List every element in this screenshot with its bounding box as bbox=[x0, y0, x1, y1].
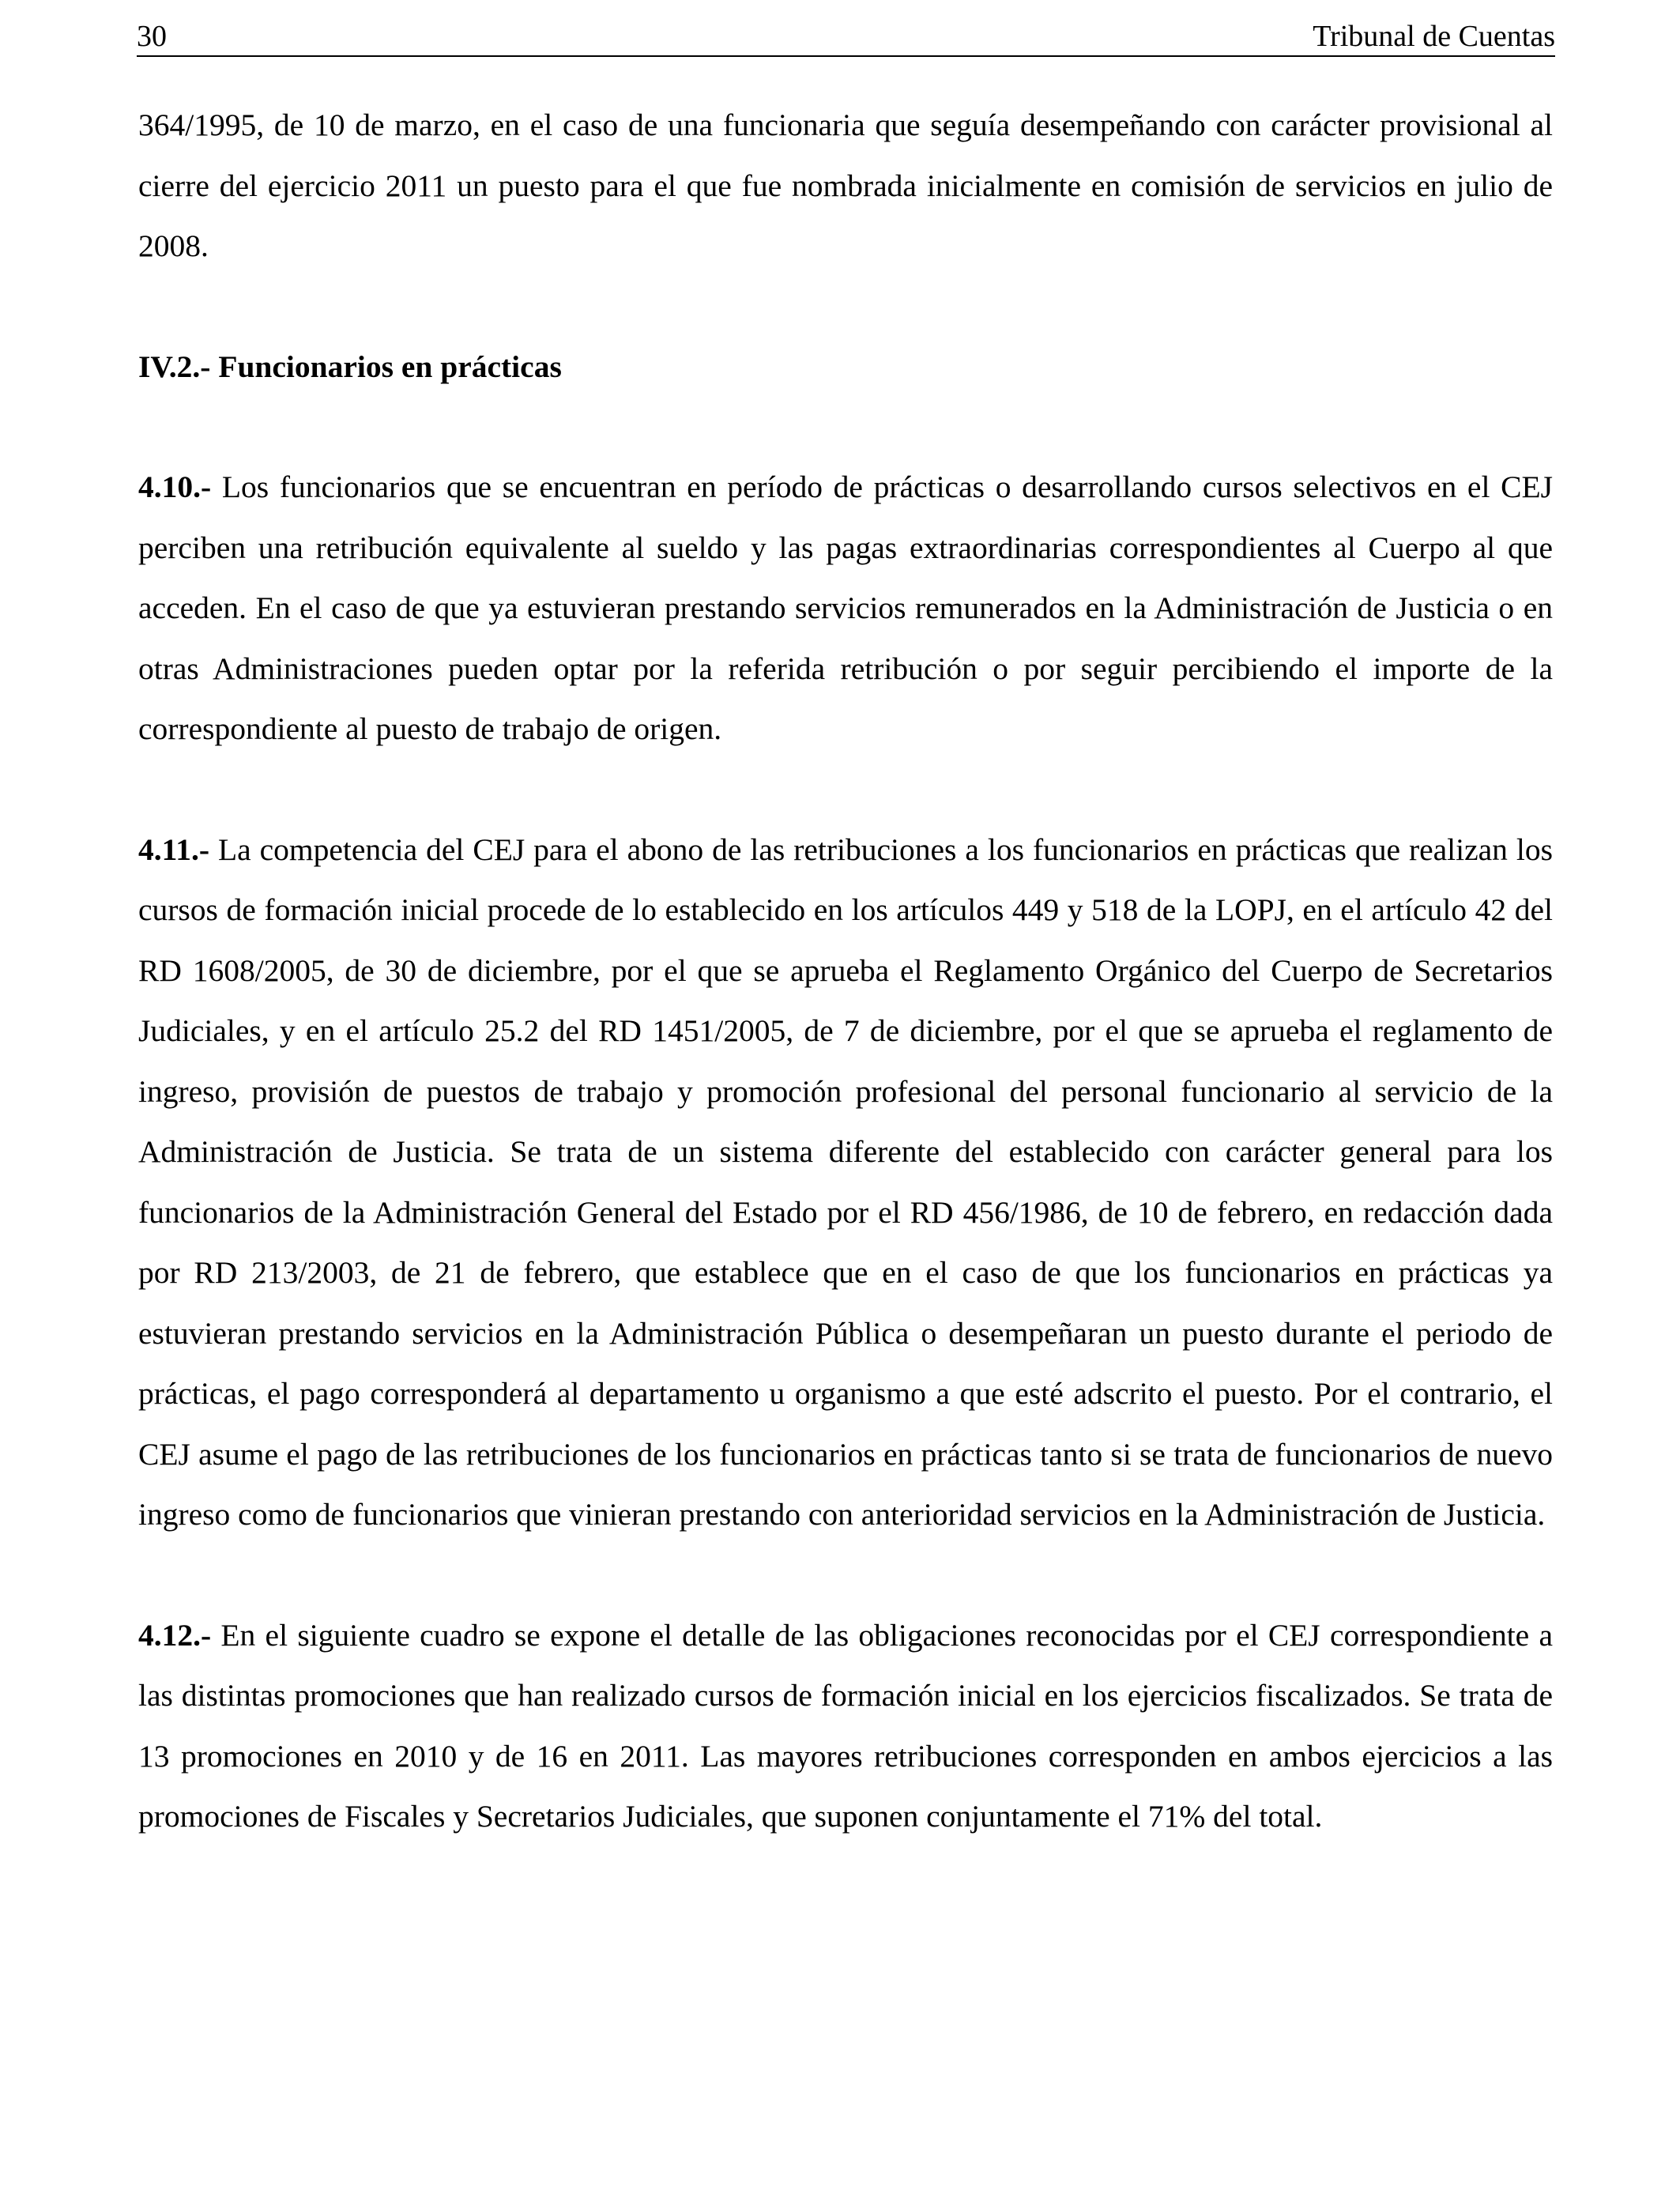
page-header bbox=[137, 17, 1555, 57]
page-number: 30 bbox=[137, 20, 167, 53]
paragraph-4-10 bbox=[138, 457, 1553, 760]
paragraph-number: 4.11.- bbox=[138, 831, 209, 867]
paragraph-number: 4.12.- bbox=[138, 1617, 212, 1653]
paragraph-4-12 bbox=[138, 1605, 1553, 1847]
section-heading: IV.2.- Funcionarios en prácticas bbox=[138, 349, 562, 384]
paragraph-text: En el siguiente cuadro se expone el detalle de las obligaciones reconocidas por el CEJ correspondiente a las distintas promociones que han realizado cursos de formación inicial en los ejercicios fiscalizados. Se trata de 13 promociones en 2010 y de 16 en 2011. Las mayores retribuciones corresponden en ambos ejercicios a las promociones de Fiscales y Secretarios Judiciales, que suponen conjuntamente el 71% del total. bbox=[138, 1617, 1553, 1834]
paragraph-text: La competencia del CEJ para el abono de las retribuciones a los funcionarios en prácticas que realizan los cursos de formación inicial procede de lo establecido en los artículos 449 y 518 de la LOPJ, en el artículo 42 del RD 1608/2005, de 30 de diciembre, por el que se aprueba el Reglamento Orgánico del Cuerpo de Secretarios Judiciales, y en el artículo 25.2 del RD 1451/2005, de 7 de diciembre, por el que se aprueba el reglamento de ingreso, provisión de puestos de trabajo y promoción profesional del personal funcionario al servicio de la Administración de Justicia. Se trata de un sistema diferente del establecido con carácter general para los funcionarios de la Administración General del Estado por el RD 456/1986, de 10 de febrero, en redacción dada por RD 213/2003, de 21 de febrero, que establece que en el caso de que los funcionarios en prácticas ya estuvieran prestando servicios en la Administración Pública o desempeñaran un puesto durante el periodo de prácticas, el pago corresponderá al departamento u organismo a que esté adscrito el puesto. Por el contrario, el CEJ asume el pago de las retribuciones de los funcionarios en prácticas tanto si se trata de funcionarios de nuevo ingreso como de funcionarios que vinieran prestando con anterioridad servicios en la Administración de Justicia. bbox=[138, 831, 1553, 1532]
document-body bbox=[138, 95, 1553, 1847]
paragraph-4-11 bbox=[138, 820, 1553, 1545]
intro-paragraph: 364/1995, de 10 de marzo, en el caso de una funcionaria que seguía desempeñando con carácter provisional al cierre del ejercicio 2011 un puesto para el que fue nombrada inicialmente en comisión de servicios en julio de 2008. bbox=[138, 107, 1553, 263]
running-title: Tribunal de Cuentas bbox=[1313, 20, 1555, 53]
paragraph-number: 4.10.- bbox=[138, 469, 212, 504]
paragraph-text: Los funcionarios que se encuentran en período de prácticas o desarrollando cursos selectivos en el CEJ perciben una retribución equivalente al sueldo y las pagas extraordinarias correspondientes al Cuerpo al que acceden. En el caso de que ya estuvieran prestando servicios remunerados en la Administración de Justicia o en otras Administraciones pueden optar por la referida retribución o por seguir percibiendo el importe de la correspondiente al puesto de trabajo de origen. bbox=[138, 469, 1553, 746]
